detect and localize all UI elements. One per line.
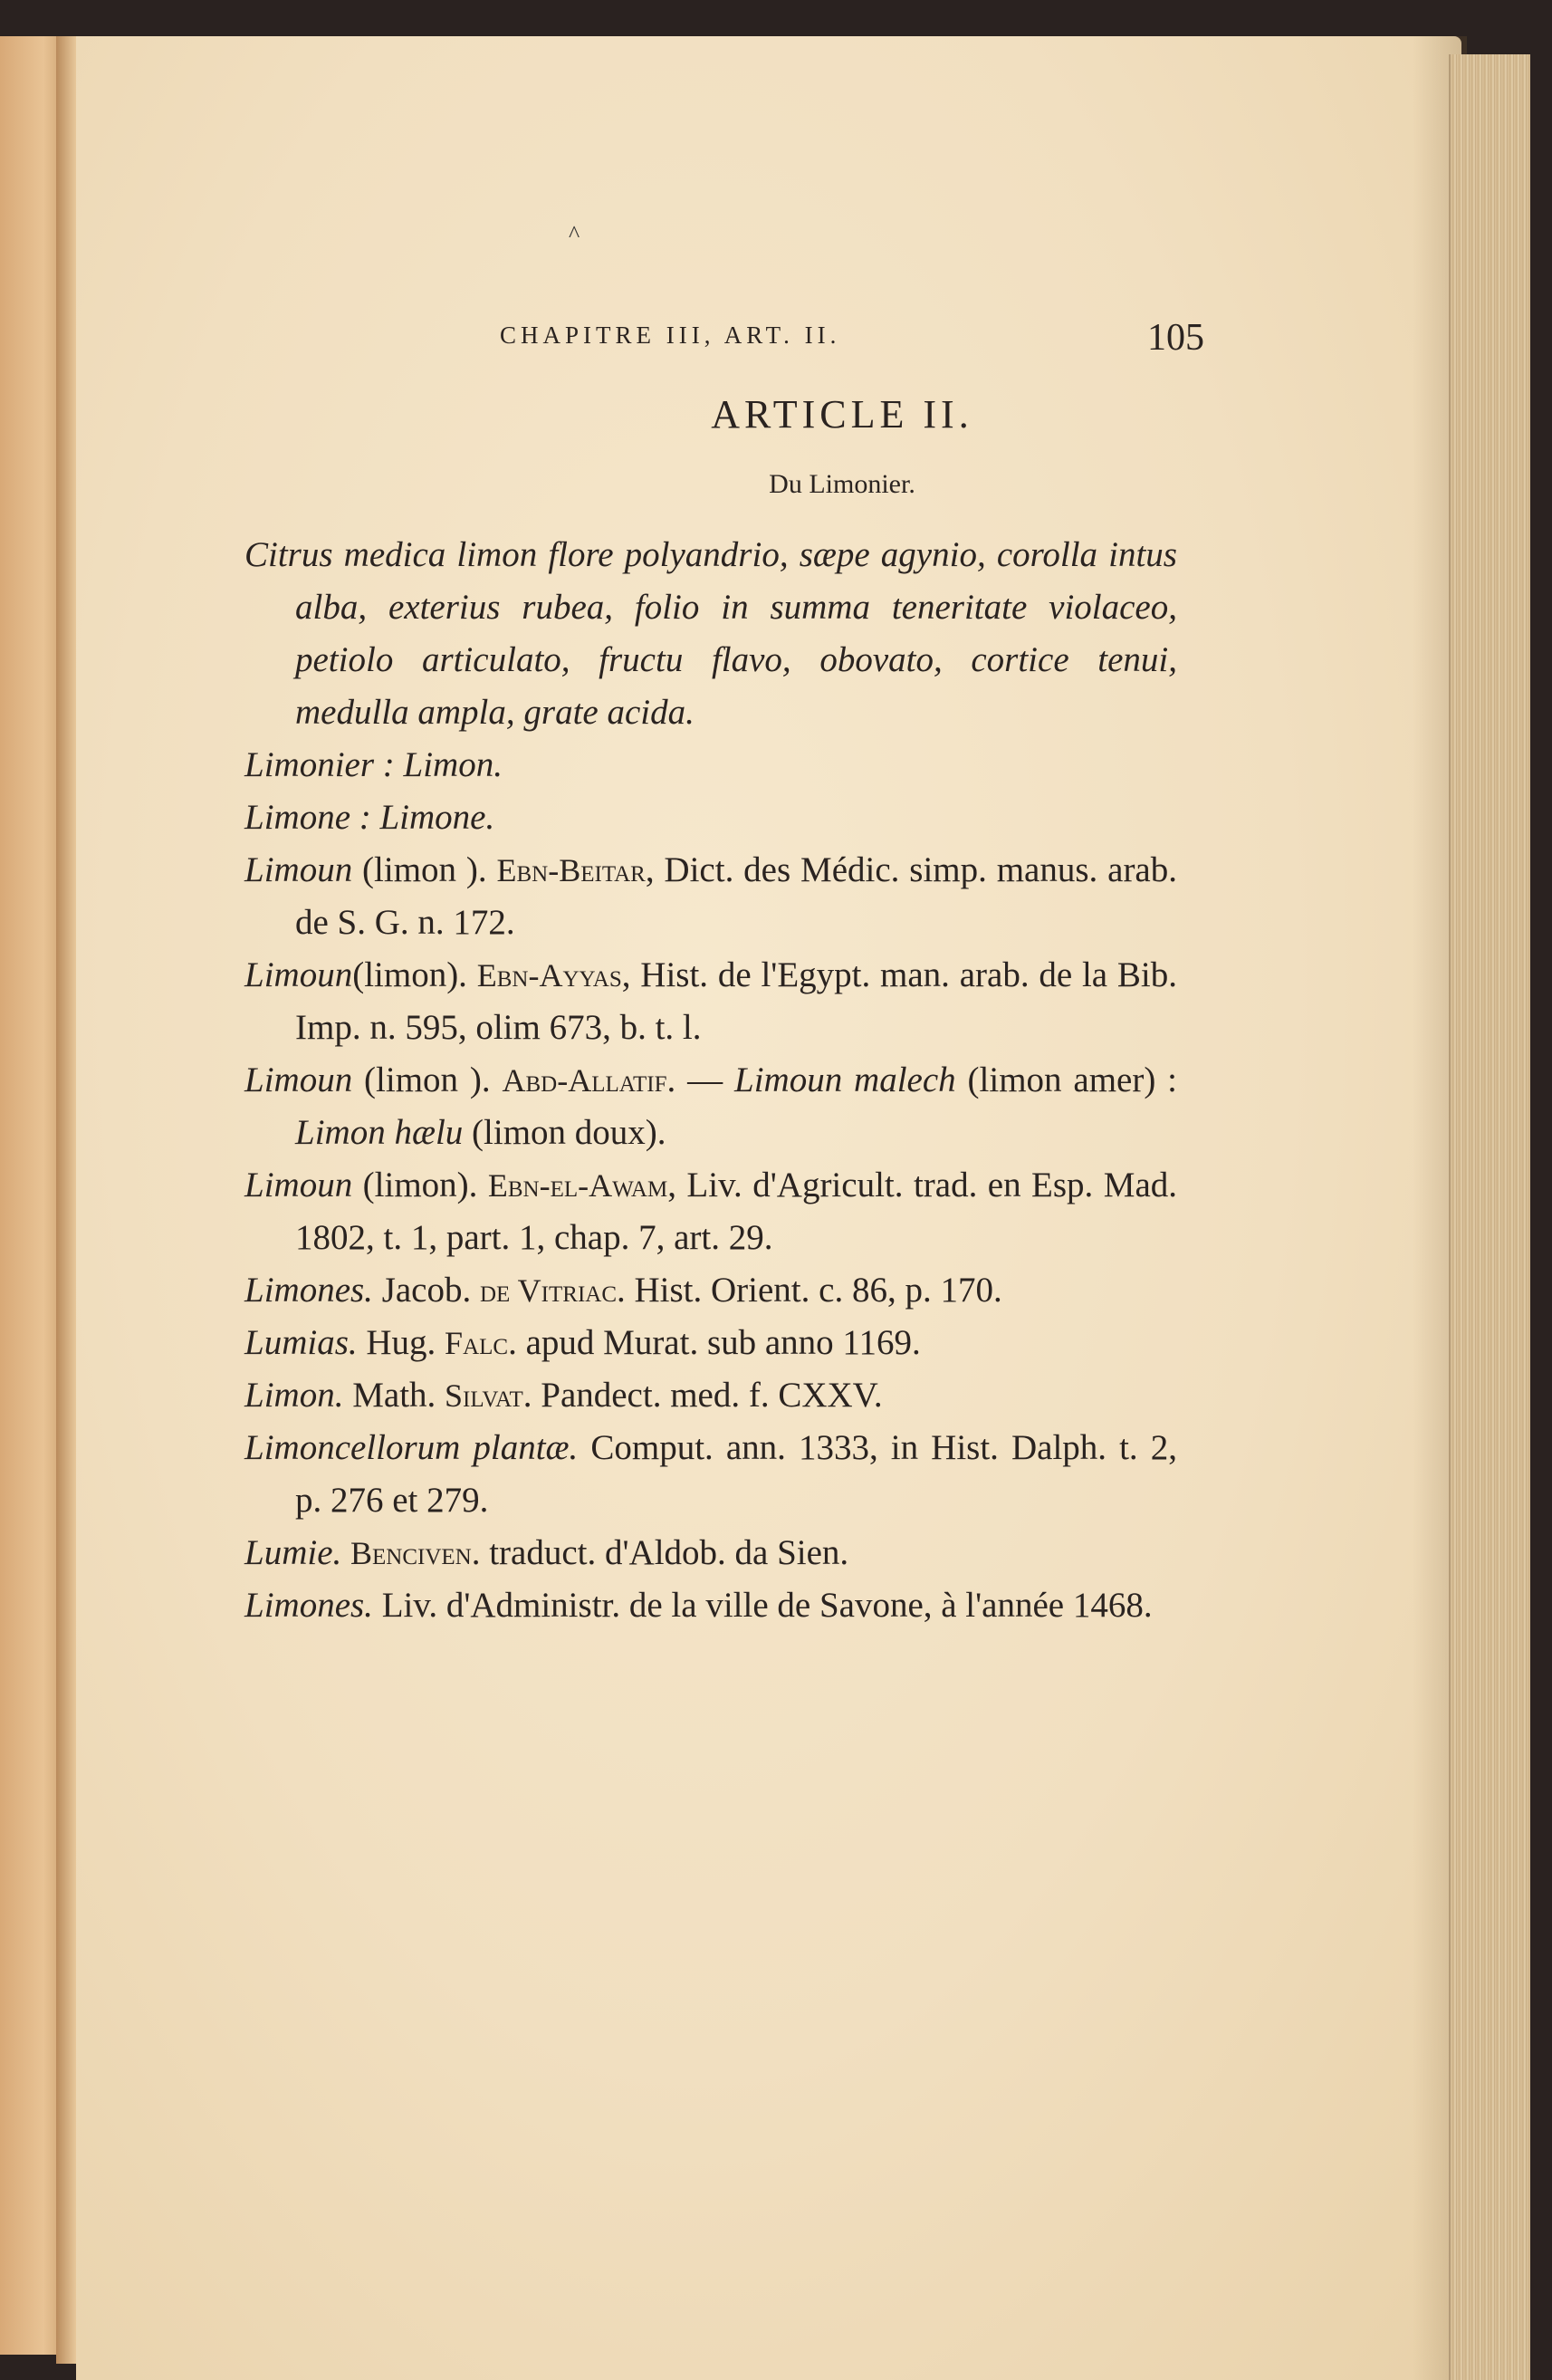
entry-list [244,529,1177,1632]
entry-text: . — [666,1060,735,1099]
entry-term: Lumias. [244,1323,358,1362]
entry [244,792,1177,844]
entry-text: Liv. d'Administr. de la ville de Savone, à l'année 1468. [372,1586,1153,1625]
entry-text: . traduct. d'Aldob. da Sien. [471,1533,849,1572]
entry-term: Limoncellorum plantæ. [244,1428,579,1467]
article-heading: ARTICLE II. [711,392,973,437]
entry-term: Limones. [244,1586,373,1625]
running-head [480,317,1204,367]
margin-mark: ^ [569,221,580,247]
entry-text: , Dict. des Médic. simp. manus. arab. de S. G. n. 172. [295,850,1177,942]
entry [244,1527,1177,1579]
entry-text: , Hist. de l'Egypt. man. arab. de la Bib. Imp. n. 595, olim 673, b. t. l. [295,955,1177,1047]
entry-term: Limon hælu [295,1113,464,1152]
entry-term: Lumie. [244,1533,342,1572]
entry-term: Limone : Limone. [244,798,495,837]
entry-text: (limon doux). [463,1113,666,1152]
entry [244,1422,1177,1527]
entry [244,1054,1177,1159]
entry [244,1159,1177,1264]
entry-text: (limon amer) : [955,1060,1178,1099]
entry-text: . Hist. Orient. c. 86, p. 170. [617,1271,1002,1310]
entry-text: Jacob. [372,1271,480,1310]
entry [244,949,1177,1054]
entry-text: Math. [343,1376,445,1415]
entry-text: (limon ). [352,1060,503,1099]
entry [244,1317,1177,1369]
entry [244,1579,1177,1632]
running-head-title: CHAPITRE III, ART. II. [500,321,841,349]
entry-text: . Pandect. med. f. CXXV. [522,1376,883,1415]
entry [244,1264,1177,1317]
entry-author: Silvat [445,1377,523,1414]
entry-author: Abd-Allatif [502,1062,667,1099]
entry-text: , Liv. d'Agricult. trad. en Esp. Mad. 1802, t. 1, part. 1, chap. 7, art. 29. [295,1166,1177,1257]
entry-text: (limon). [352,955,477,994]
page-number: 105 [1147,317,1204,359]
entry [244,529,1177,739]
entry-term: Limoun [244,1166,353,1204]
entry-author: Ebn-el-Awam [487,1167,668,1204]
entry-term: Limoun [244,1060,353,1099]
entry [244,1369,1177,1422]
entry-text: (limon). [352,1166,488,1204]
entry-text: Hug. [357,1323,445,1362]
page-stack-edges [1449,54,1530,2380]
entry-author: Ebn-Beitar [496,852,646,888]
entry-author: Benciven [350,1535,472,1571]
entry [244,844,1177,949]
entry-author: de Vitriac [480,1272,617,1309]
entry-term: Limoun [244,850,353,889]
entry-text: Comput. ann. 1333, in Hist. Dalph. t. 2, p. 276 et 279. [295,1428,1177,1520]
article-subheading: Du Limonier. [769,469,915,499]
entry-author: Ebn-Ayyas [476,957,622,993]
entry-text [341,1533,350,1572]
entry-text: (limon ). [352,850,497,889]
entry [244,739,1177,792]
entry-term: Citrus medica limon flore polyandrio, sæpe agynio, corolla intus alba, exterius rubea, folio in summa teneritate violaceo, petiolo articulato, fructu flavo, obovato, cortice tenui, medulla ampla, grate acida. [244,535,1177,732]
entry-term: Limones. [244,1271,373,1310]
entry-term: Limoun malech [734,1060,956,1099]
entry-text: . apud Murat. sub anno 1169. [508,1323,921,1362]
entry-author: Falc [445,1325,509,1361]
entry-term: Limon. [244,1376,344,1415]
entry-term: Limoun [244,955,353,994]
entry-term: Limonier : Limon. [244,745,503,784]
